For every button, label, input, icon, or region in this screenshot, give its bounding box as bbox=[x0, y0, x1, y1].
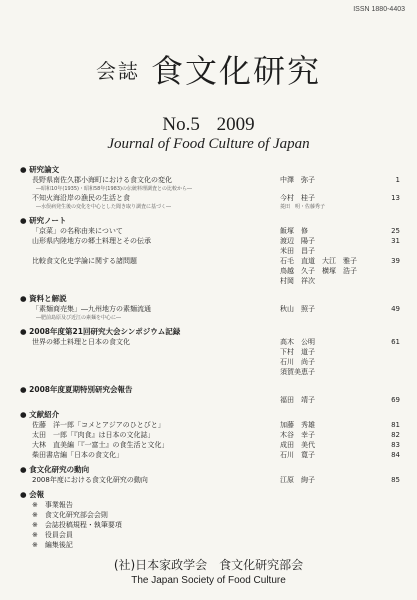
entry-authors: 福田 靖子 bbox=[278, 395, 382, 405]
entry-title: 柴田書店編「日本の食文化」 bbox=[32, 451, 123, 459]
section-heading: ● 食文化研究の動向 bbox=[20, 465, 90, 474]
entry-title: ※ 会誌投稿規程・執筆要項 bbox=[32, 521, 122, 529]
entry-subtitle: ―肥前島原及び近江の素麺を中心に― bbox=[36, 315, 122, 321]
toc-section bbox=[20, 465, 400, 485]
entry-title: ※ 事業報告 bbox=[32, 501, 73, 509]
section-spacer bbox=[20, 377, 400, 385]
masthead-prefix: 会誌 bbox=[95, 59, 140, 83]
section-heading: ● 文献紹介 bbox=[20, 410, 60, 419]
entry-page: 13 bbox=[382, 193, 400, 203]
issue-number: No.5 bbox=[162, 114, 200, 135]
entry-page: 61 bbox=[382, 337, 400, 347]
section-heading: ● 会報 bbox=[20, 490, 45, 499]
masthead bbox=[0, 46, 417, 92]
entry-page: 85 bbox=[382, 475, 400, 485]
entry-page: 25 bbox=[382, 226, 400, 236]
entry-page: 31 bbox=[382, 236, 400, 246]
toc-entry bbox=[20, 540, 400, 550]
publisher-english: The Japan Society of Food Culture bbox=[131, 575, 286, 586]
entry-authors: 石川 寛子 bbox=[278, 450, 382, 460]
entry-title: ※ 編集後記 bbox=[32, 541, 73, 549]
section-spacer bbox=[20, 286, 400, 294]
entry-authors: 村岡 祥次 bbox=[278, 276, 382, 286]
entry-title: 2008年度における食文化研究の動向 bbox=[32, 476, 148, 484]
toc-entry bbox=[20, 276, 400, 286]
entry-authors: 高木 公明 bbox=[278, 337, 382, 347]
entry-authors: 鳥越 久子 横塚 浩子 bbox=[278, 266, 382, 276]
toc-section bbox=[20, 294, 400, 322]
toc-entry bbox=[20, 450, 400, 460]
toc-entry bbox=[20, 304, 400, 314]
journal-title: 食文化研究 bbox=[151, 52, 322, 90]
publisher-japanese: (社)日本家政学会 食文化研究部会 bbox=[113, 558, 304, 572]
section-heading: ● 研究ノート bbox=[20, 216, 67, 225]
section-heading: ● 研究論文 bbox=[20, 165, 60, 174]
entry-authors: 飯塚 修 bbox=[278, 226, 382, 236]
entry-page: 82 bbox=[382, 430, 400, 440]
entry-title: 大林 直美編「『一富士』の食生活と文化」 bbox=[32, 441, 169, 449]
entry-authors: 加藤 秀雄 bbox=[278, 420, 382, 430]
entry-title: 太田 一郎「『肉食』は日本の文化誌」 bbox=[32, 431, 155, 439]
entry-authors: 石毛 直道 大江 雅子 bbox=[278, 256, 382, 266]
entry-authors: 須賀美恵子 bbox=[278, 367, 382, 377]
toc-entry bbox=[20, 347, 400, 357]
toc-entry bbox=[20, 337, 400, 347]
entry-title: ※ 食文化研究部会会則 bbox=[32, 511, 108, 519]
entry-page: 81 bbox=[382, 420, 400, 430]
toc-section bbox=[20, 165, 400, 211]
toc-entry bbox=[20, 314, 400, 322]
toc-entry bbox=[20, 236, 400, 246]
entry-authors: 中澤 弥子 bbox=[278, 175, 382, 185]
english-title: Journal of Food Culture of Japan bbox=[107, 136, 310, 152]
entry-page: 49 bbox=[382, 304, 400, 314]
toc-entry bbox=[20, 193, 400, 203]
issue-year: 2009 bbox=[216, 114, 255, 135]
toc-entry bbox=[20, 203, 400, 211]
entry-authors: 石川 尚子 bbox=[278, 357, 382, 367]
entry-title: 長野県南佐久郡小海町における食文化の変化 bbox=[32, 176, 172, 184]
entry-authors: 今村 桂子 bbox=[278, 193, 382, 203]
entry-title: ※ 役員会員 bbox=[32, 531, 73, 539]
entry-subtitle: ―昭和10年(1935)・昭和58年(1983)の伝統料理調査との比較から― bbox=[36, 186, 192, 192]
entry-authors: 菱田 明・佐藤秀子 bbox=[278, 203, 382, 211]
toc-entry bbox=[20, 256, 400, 266]
toc-entry bbox=[20, 395, 400, 405]
toc-entry bbox=[20, 175, 400, 185]
entry-authors: 木谷 幸子 bbox=[278, 430, 382, 440]
entry-authors: 米田 昌子 bbox=[278, 246, 382, 256]
toc-entry bbox=[20, 520, 400, 530]
entry-subtitle: ―水俣病発生後の変化を中心とした聞き取り調査に基づく― bbox=[36, 204, 172, 210]
entry-title: 「京菜」の名称由来について bbox=[32, 227, 123, 235]
entry-authors: 秋山 照子 bbox=[278, 304, 382, 314]
entry-page: 39 bbox=[382, 256, 400, 266]
toc-entry bbox=[20, 510, 400, 520]
entry-title: 佐藤 洋一郎「コメとアジアのひとびと」 bbox=[32, 421, 165, 429]
toc-entry bbox=[20, 530, 400, 540]
toc-entry bbox=[20, 367, 400, 377]
entry-authors: 渡辺 陽子 bbox=[278, 236, 382, 246]
section-heading: ● 資料と解説 bbox=[20, 294, 67, 303]
toc-section bbox=[20, 385, 400, 405]
entry-authors: 江原 絢子 bbox=[278, 475, 382, 485]
section-heading: ● 2008年度夏期特別研究会報告 bbox=[20, 385, 133, 394]
toc-entry bbox=[20, 357, 400, 367]
section-heading: ● 2008年度第21回研究大会シンポジウム記録 bbox=[20, 327, 181, 336]
toc-section bbox=[20, 327, 400, 377]
issn-label: ISSN 1880-4403 bbox=[353, 6, 405, 13]
entry-title: 不知火海沿岸の漁民の生活と食 bbox=[32, 194, 130, 202]
entry-authors: 下村 道子 bbox=[278, 347, 382, 357]
entry-title: 世界の郷土料理と日本の食文化 bbox=[32, 338, 130, 346]
toc-entry bbox=[20, 500, 400, 510]
toc-section bbox=[20, 490, 400, 550]
entry-title: 「素麺商売集」―九州地方の素麺流通 bbox=[32, 305, 151, 313]
entry-page: 1 bbox=[382, 175, 400, 185]
toc-section bbox=[20, 410, 400, 460]
issue-line bbox=[0, 114, 417, 136]
toc-section bbox=[20, 216, 400, 286]
entry-page: 69 bbox=[382, 395, 400, 405]
entry-page: 83 bbox=[382, 440, 400, 450]
toc-entry bbox=[20, 475, 400, 485]
entry-authors: 成田 美代 bbox=[278, 440, 382, 450]
entry-page: 84 bbox=[382, 450, 400, 460]
table-of-contents bbox=[20, 165, 400, 550]
entry-title: 山形県内陸地方の郷土料理とその伝承 bbox=[32, 237, 151, 245]
entry-title: 比較食文化史学論に関する諸問題 bbox=[32, 257, 137, 265]
toc-entry bbox=[20, 266, 400, 276]
